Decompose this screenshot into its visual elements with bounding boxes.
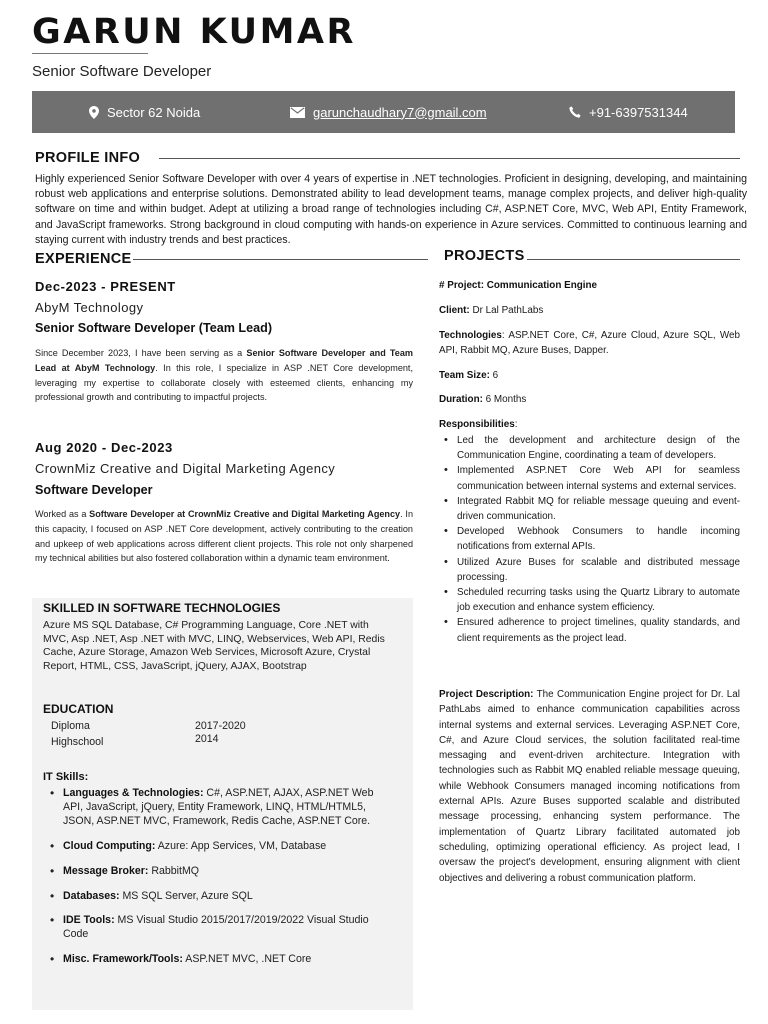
skills-list: Azure MS SQL Database, C# Programming Language, Core .NET with MVC, Asp .NET, Asp .NET with MVC, LINQ, Webservices, Web API, Redis Cache, Azure Storage, Amazon Web Services, Microsoft Azure, Crystal Report, HTML, CSS, JavaScript, jQuery, AJAX, Bootstrap [43,620,385,672]
profile-heading: PROFILE INFO [35,150,141,166]
email-link[interactable]: garunchaudhary7@gmail.com [313,104,487,120]
education-degree: Diploma [51,720,90,732]
list-item: • Cloud Computing: Azure: App Services, VM, Database [48,839,393,853]
job-1-role: Senior Software Developer (Team Lead) [35,321,273,335]
list-item: • Integrated Rabbit MQ for reliable message queuing and event-driven communication. [443,494,740,524]
list-item: • Languages & Technologies: C#, ASP.NET, AJAX, ASP.NET Web API, JavaScript, jQuery, Entity Framework, LINQ, HTML/HTML5, JSON, ASP.NET MVC, Framework, Redis Cache, ASP.NET Core. [48,786,393,829]
list-item: • IDE Tools: MS Visual Studio 2015/2017/2019/2022 Visual Studio Code [48,913,393,941]
job-2-dates: Aug 2020 - Dec-2023 [35,440,173,455]
list-item: • Ensured adherence to project timelines, quality standards, and client requirements as the project lead. [443,615,740,645]
responsibilities-list [443,433,740,646]
education-degree: Highschool [51,736,104,748]
list-item: • Message Broker: RabbitMQ [48,864,393,878]
job-2-description: Worked as a Software Developer at CrownMiz Creative and Digital Marketing Agency. In this capacity, I focused on ASP .NET Core development, actively contributing to the creation and upkeep of web applications across different client projects. This role not only sharpened my technical abilities but also fostered collaboration within a dynamic team environment. [35,509,413,564]
list-item: • Implemented ASP.NET Core Web API for seamless communication between internal systems and external services. [443,463,740,493]
project-responsibilities-label: Responsibilities: [439,419,518,430]
job-1-company: AbyM Technology [35,300,144,315]
job-2-role: Software Developer [35,483,153,497]
job-1-dates: Dec-2023 - PRESENT [35,279,176,294]
candidate-name: GARUN KUMAR [32,12,356,52]
candidate-title: Senior Software Developer [32,63,212,80]
projects-heading-rule [527,259,740,260]
education-years: 2017-2020 [195,720,246,732]
list-item: • Led the development and architecture design of the Communication Engine, coordinating a team of developers. [443,433,740,463]
list-item: • Scheduled recurring tasks using the Quartz Library to automate job execution and enhance system efficiency. [443,585,740,615]
list-item: • Utilized Azure Buses for scalable and distributed message processing. [443,555,740,585]
it-skills-heading: IT Skills: [43,771,89,783]
phone-icon [569,106,581,118]
education-years: 2014 [195,733,219,745]
contact-bar [32,91,735,133]
contact-phone [569,91,688,133]
project-team-size: Team Size: 6 [439,370,499,381]
envelope-icon [290,107,305,118]
project-client: Client: Dr Lal PathLabs [439,305,544,316]
job-2-company: CrownMiz Creative and Digital Marketing Agency [35,461,336,476]
skills-heading: SKILLED IN SOFTWARE TECHNOLOGIES [43,601,281,615]
list-item: • Developed Webhook Consumers to handle incoming notifications from external APIs. [443,524,740,554]
location-pin-icon [89,106,99,119]
job-1-description: Since December 2023, I have been serving as a Senior Software Developer and Team Lead at AbyM Technology. In this role, I specialize in ASP .NET Core development, leveraging my expertise to collaborate closely with esteemed clients, enhancing my professional growth and contributing to impactful projects. [35,348,413,403]
contact-location [89,91,200,133]
experience-heading-rule [133,259,428,260]
profile-summary: Highly experienced Senior Software Developer with over 4 years of expertise in .NET technologies. Proficient in designing, developing, and maintaining robust web applications and enterprise solutions. Demonstrated ability to lead development teams, manage complex projects, and deliver high-quality software on time and within budget. Adept at utilizing a broad range of technologies including C#, ASP.NET Core, MVC, Web API, Entity Framework, and JavaScript frameworks. Strong background in cloud computing with hands-on experience in Azure services. Committed to continuous learning and staying current with industry trends and best practices. [35,173,747,246]
projects-heading: PROJECTS [444,248,525,264]
list-item: • Databases: MS SQL Server, Azure SQL [48,889,393,903]
contact-email[interactable] [290,91,487,133]
project-duration: Duration: 6 Months [439,394,527,405]
project-description: Project Description: The Communication Engine project for Dr. Lal PathLabs aimed to enhance communication capabilities across internal systems and external services. Leveraging ASP.NET Core, C#, and Azure Cloud services, the solution facilitated real-time messaging and event-driven architecture. Integration with technologies such as Rabbit MQ enabled reliable message queuing, while Webhook Consumers managed incoming notifications from external APIs. Azure Buses supported scalable and distributed message processing, enhancing system performance. The implementation of Quartz Library facilitated automated job scheduling, optimizing operational efficiency. As project lead, I oversaw the project's development, ensuring alignment with client objectives and delivering a robust communication platform. [439,689,740,884]
name-underline [32,53,148,54]
phone-text: +91-6397531344 [589,104,688,120]
experience-heading: EXPERIENCE [35,251,132,267]
profile-heading-rule [159,158,740,159]
education-heading: EDUCATION [43,702,114,716]
location-text: Sector 62 Noida [107,104,201,120]
project-name: # Project: Communication Engine [439,280,598,291]
list-item: • Misc. Framework/Tools: ASP.NET MVC, .NET Core [48,952,393,966]
project-technologies: Technologies: ASP.NET Core, C#, Azure Cloud, Azure SQL, Web API, Rabbit MQ, Azure Buses, Dapper. [439,330,740,357]
it-skills-list [48,786,393,977]
